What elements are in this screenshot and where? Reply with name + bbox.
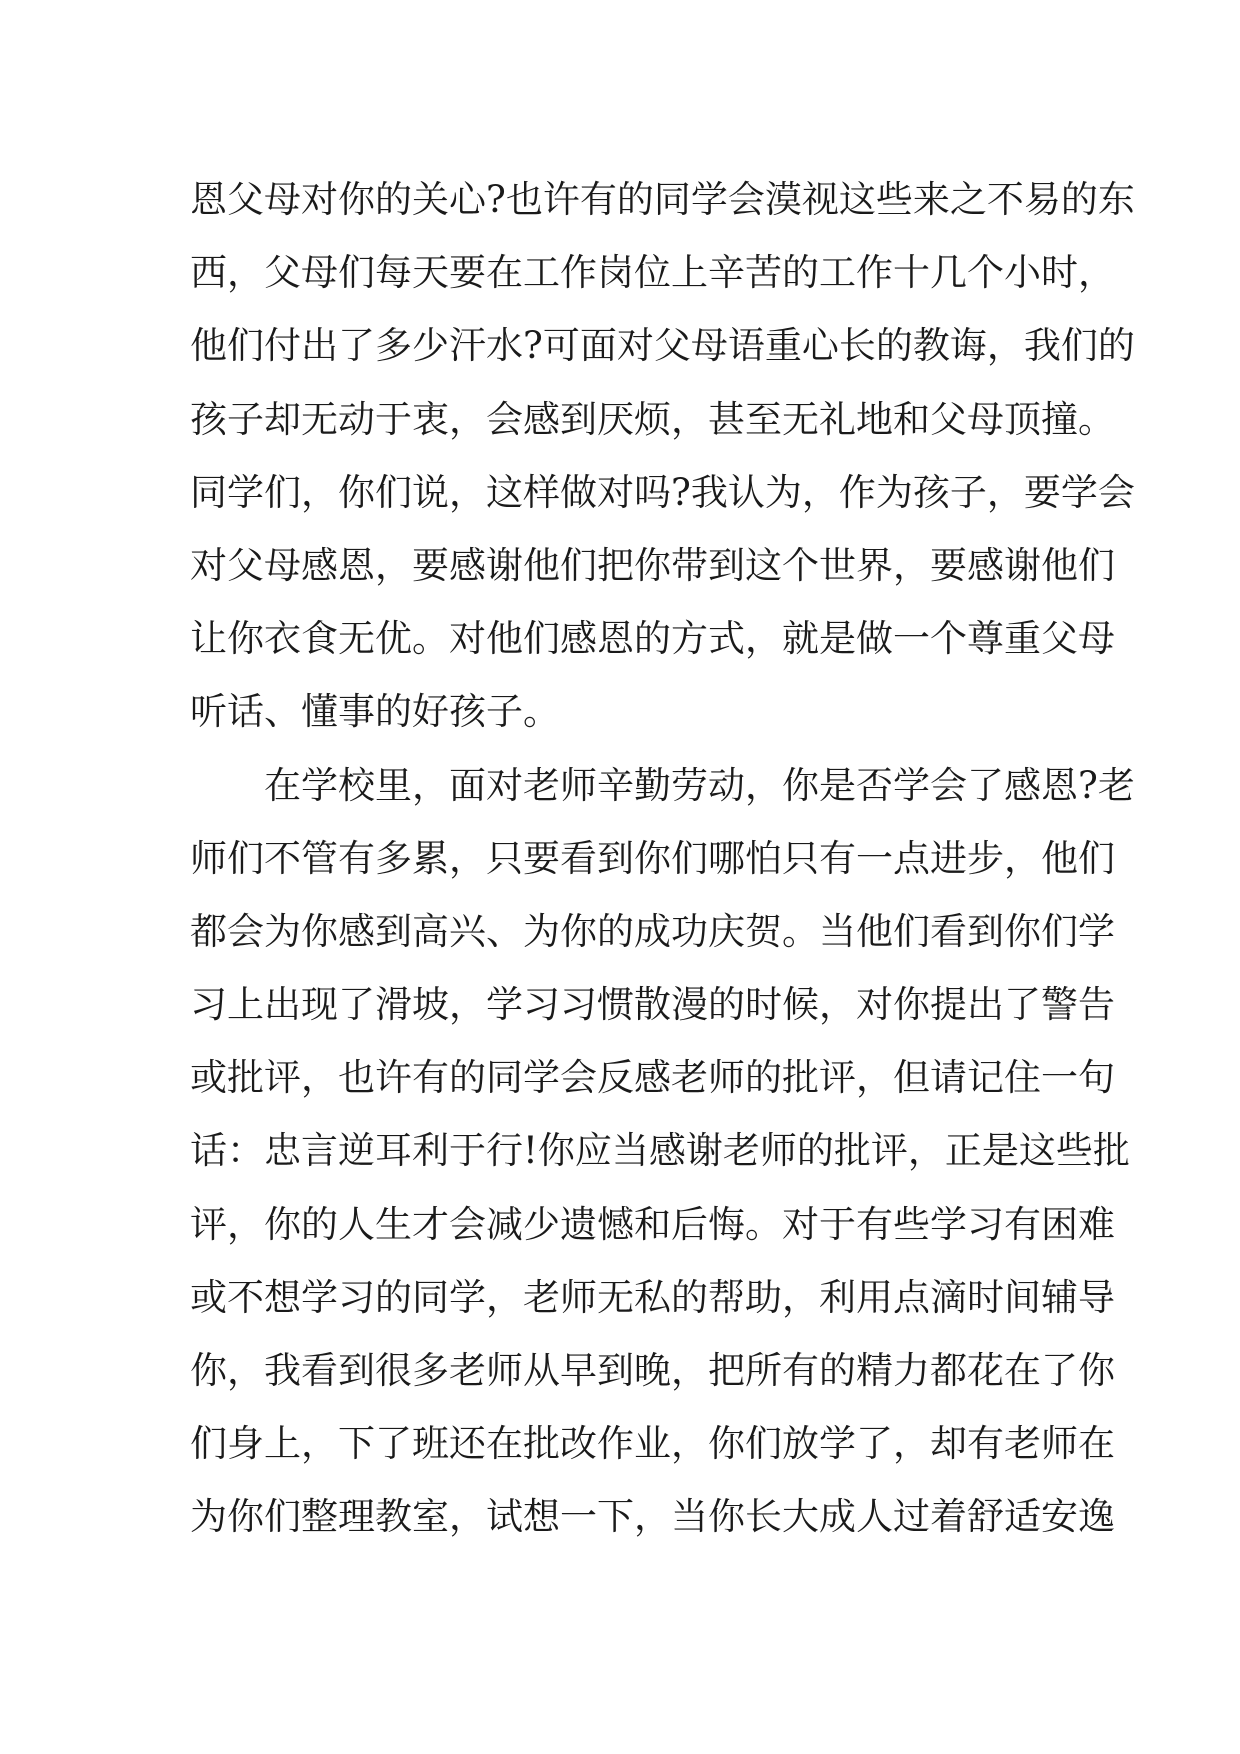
text-line: 同学们，你们说，这样做对吗?我认为，作为孩子，要学会 [190, 470, 1135, 514]
text-line: 或批评，也许有的同学会反感老师的批评，但请记住一句 [190, 1056, 1115, 1100]
text-line: 他们付出了多少汗水?可面对父母语重心长的教诲，我们的 [190, 324, 1135, 368]
text-line: 你，我看到很多老师从早到晚，把所有的精力都花在了你 [190, 1349, 1115, 1392]
text-line: 对父母感恩，要感谢他们把你带到这个世界，要感谢他们 [190, 543, 1115, 587]
text-line: 听话、懂事的好孩子。 [190, 690, 560, 734]
text-line: 西，父母们每天要在工作岗位上辛苦的工作十几个小时， [190, 251, 1115, 295]
paragraph-1 [190, 163, 1135, 749]
text-line: 让你衣食无优。对他们感恩的方式，就是做一个尊重父母 [190, 617, 1115, 661]
paragraph-2 [190, 749, 1135, 1554]
text-line: 师们不管有多累，只要看到你们哪怕只有一点进步，他们 [190, 836, 1115, 880]
text-line: 或不想学习的同学，老师无私的帮助，利用点滴时间辅导 [190, 1275, 1115, 1319]
text-line: 都会为你感到高兴、为你的成功庆贺。当他们看到你们学 [190, 909, 1115, 953]
text-line: 为你们整理教室，试想一下，当你长大成人过着舒适安逸 [190, 1495, 1115, 1539]
body-text [190, 163, 1135, 1554]
text-line: 习上出现了滑坡，学习习惯散漫的时候，对你提出了警告 [190, 983, 1115, 1027]
text-line: 评，你的人生才会减少遗憾和后悔。对于有些学习有困难 [190, 1202, 1115, 1246]
text-line: 恩父母对你的关心?也许有的同学会漠视这些来之不易的东 [190, 178, 1135, 221]
text-line: 们身上，下了班还在批改作业，你们放学了，却有老师在 [190, 1422, 1115, 1466]
text-line: 孩子却无动于衷，会感到厌烦，甚至无礼地和父母顶撞。 [190, 397, 1115, 441]
text-line: 在学校里，面对老师辛勤劳动，你是否学会了感恩?老 [264, 763, 1135, 807]
text-line: 话：忠言逆耳利于行!你应当感谢老师的批评，正是这些批 [190, 1129, 1130, 1173]
